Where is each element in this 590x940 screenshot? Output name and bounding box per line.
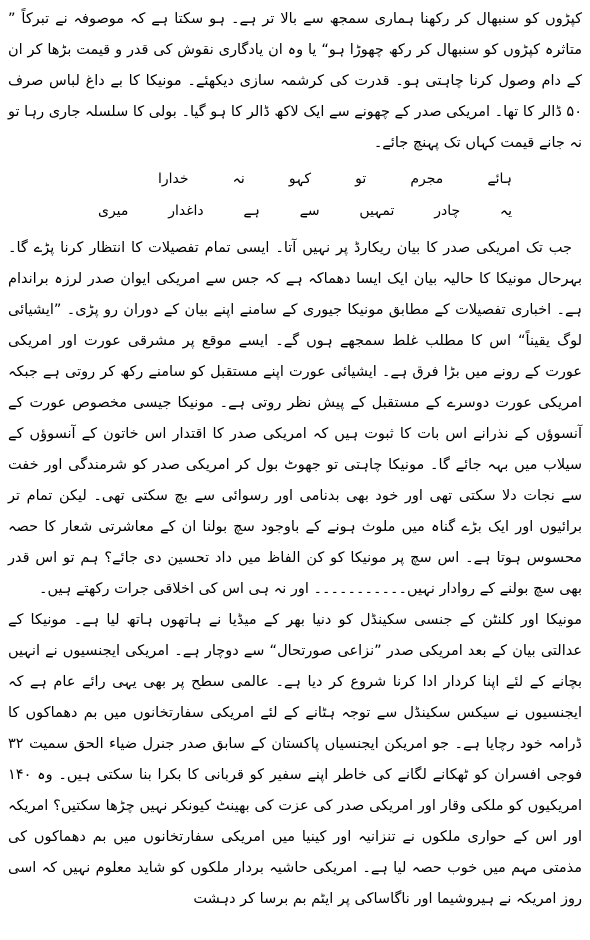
paragraph-1: کپڑوں کو سنبھال کر رکھنا ہماری سمجھ سے بالا تر ہے۔ ہو سکتا ہے کہ موصوفہ نے تبرکاً ” متاثرہ کپڑوں کو سنبھال کر رکھ چھوڑا ہو“ یا وہ ان یادگاری نقوش کی قدر و قیمت بڑھا کر ان کے دام وصول کرنا چاہتی ہو۔ قدرت کی کرشمہ سازی دیکھئے۔ مونیکا کا بے داغ لباس صرف ۵۰ ڈالر کا تھا۔ امریکی صدر کے چھونے سے ایک لاکھ ڈالر کا ہو گیا۔ بولی کا سلسلہ جاری رہا تو نہ جانے قیمت کہاں تک پہنچ جائے۔	[8, 11, 582, 151]
poetry-couplet	[8, 163, 582, 227]
paragraph-3: مونیکا اور کلنٹن کے جنسی سکینڈل کو دنیا بھر کے میڈیا نے ہاتھوں ہاتھ لیا ہے۔ مونیکا کے عدالتی بیان کے بعد امریکی صدر ”نزاعی صورتحال“ سے دوچار ہے۔ امریکی ایجنسیوں نے انہیں بچانے کے لئے اپنا کردار ادا کرنا شروع کر دیا ہے۔ عالمی سطح پر بھی یہی رائے عام ہے کہ ایجنسیوں نے سیکس سکینڈل سے توجہ ہٹانے کے لئے امریکی سفارتخانوں میں بم دھماکوں کا ڈرامہ خود رچایا ہے۔ جو امریکن ایجنسیاں پاکستان کے سابق صدر جنرل ضیاء الحق سمیت ۳۲ فوجی افسران کو ٹھکانے لگانے کی خاطر اپنے سفیر کو قربانی کا بکرا بنا سکتی ہیں۔ وہ ۱۴۰ امریکیوں کو ملکی وقار اور امریکی صدر کی عزت کی بھینٹ کیونکر نہیں چڑھا سکتیں؟ امریکہ اور اس کے حواری ملکوں نے تنزانیہ اور کینیا میں امریکی سفارتخانوں میں بم دھماکوں کی مذمتی مہم میں خوب حصہ لیا ہے۔ امریکی حاشیہ بردار ملکوں کو شاید معلوم نہیں کہ اسی روز امریکہ نے ہیروشیما اور ناگاساکی پر ایٹم بم برسا کر دہشت	[8, 612, 582, 907]
urdu-document-page	[8, 4, 582, 936]
paragraph-2: جب تک امریکی صدر کا بیان ریکارڈ پر نہیں آتا۔ ایسی تمام تفصیلات کا انتظار کرنا پڑے گا۔ بہرحال مونیکا کا حالیہ بیان ایک ایسا دھماکہ ہے کہ جس سے امریکی ایوان صدر لرزہ براندام ہے۔ اخباری تفصیلات کے مطابق مونیکا جیوری کے سامنے اپنے بیان کے دوران رو پڑی۔ ”ایشیائی لوگ یقیناً“ اس کا مطلب غلط سمجھے ہوں گے۔ ایسے موقع پر مشرقی عورت اور امریکی عورت کے رونے میں بڑا فرق ہے۔ ایشیائی عورت اپنے مستقبل کو سامنے رکھ کر روتی ہے جبکہ امریکی عورت دوسرے کے مستقبل کے پیش نظر روتی ہے۔ مونیکا جیسی مخصوص عورت کے آنسوؤں کے نذرانے اس بات کا ثبوت ہیں کہ امریکی صدر کا اقتدار اس خاتون کے آنسوؤں کے سیلاب میں بہہ جائے گا۔ مونیکا چاہتی تو جھوٹ بول کر امریکی صدر کو شرمندگی اور خفت سے نجات دلا سکتی تھی اور خود بھی بدنامی اور رسوائی سے بچ سکتی تھی۔ لیکن تمام تر برائیوں اور ایک بڑے گناہ میں ملوث ہونے کے باوجود سچ بولنا ان کے معاشرتی شعار کا حصہ محسوس ہوتا ہے۔ اس سچ پر مونیکا کو کن الفاظ میں داد تحسین دی جائے؟ ہم تو اس قدر بھی سچ بولنے کے روادار نہیں۔۔۔۔۔۔۔۔۔۔۔ اور نہ ہی اس کی اخلاقی جرات رکھتے ہیں۔	[8, 240, 582, 597]
couplet-line-1: ہائے مجرم تو کہو نہ خدارا	[158, 171, 512, 187]
couplet-line-2: یہ چادر تمہیں سے ہے داغدار میری	[98, 203, 512, 219]
